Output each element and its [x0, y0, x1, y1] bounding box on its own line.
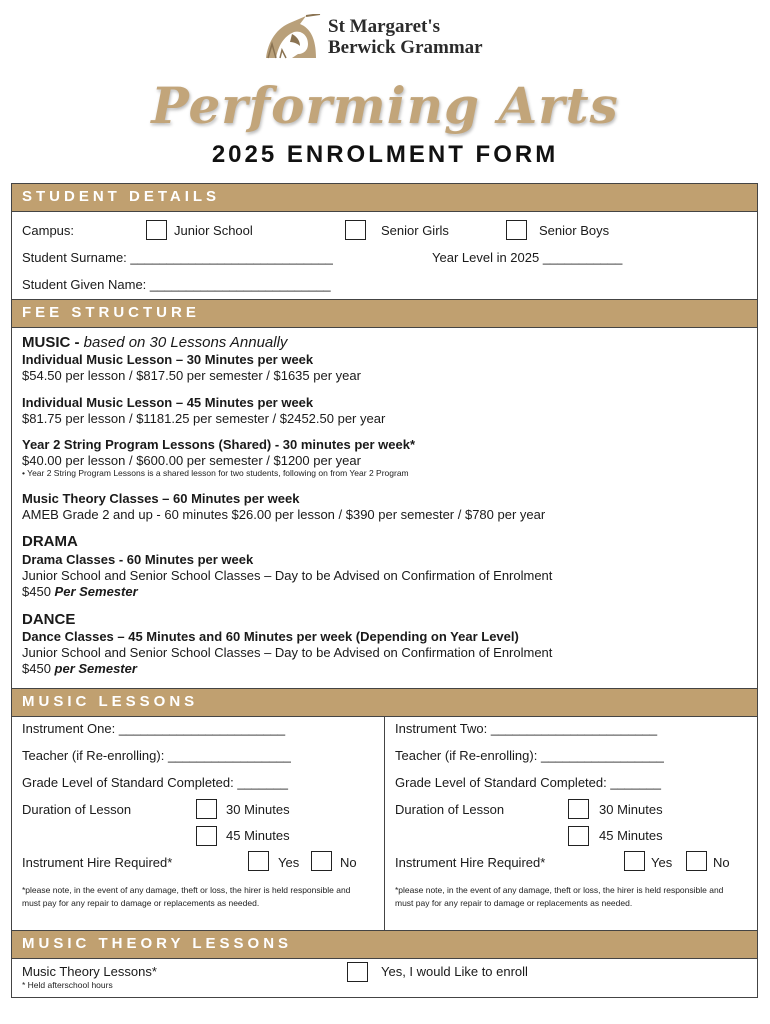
music-heading-sub: based on 30 Lessons Annually [83, 334, 288, 351]
column-divider [384, 716, 385, 931]
music-theory-header: MUSIC THEORY LESSONS [11, 930, 758, 959]
music-theory-enroll-checkbox[interactable] [347, 962, 368, 982]
dance-price-value: $450 [22, 661, 55, 676]
logo-line-2: Berwick Grammar [328, 37, 483, 58]
campus-label: Campus: [22, 223, 75, 238]
music-heading-text: MUSIC - [22, 334, 84, 351]
campus-junior-label: Junior School [174, 223, 253, 238]
fee-item-title: Individual Music Lesson – 30 Minutes per week [22, 352, 314, 367]
fee-item-note: • Year 2 String Program Lessons is a shared lesson for two students, following on from Year 2 Program [22, 468, 409, 478]
duration-two-45-checkbox[interactable] [568, 826, 589, 846]
duration-one-45-label: 45 Minutes [226, 828, 290, 843]
campus-senior-girls-label: Senior Girls [381, 223, 449, 238]
drama-price-suffix: Per Semester [54, 584, 138, 599]
fee-structure-header: FEE STRUCTURE [11, 299, 758, 328]
drama-price-value: $450 [22, 584, 55, 599]
hire-one-label: Instrument Hire Required* [22, 855, 173, 870]
hire-two-no-label: No [713, 855, 730, 870]
student-surname-field[interactable]: Student Surname: ____________________________ [22, 250, 333, 265]
instrument-one-field[interactable]: Instrument One: _______________________ [22, 721, 286, 736]
hire-one-yes-label: Yes [278, 855, 300, 870]
unicorn-crest-icon [262, 14, 322, 60]
dance-heading: DANCE [22, 611, 76, 628]
duration-two-30-checkbox[interactable] [568, 799, 589, 819]
campus-senior-girls-checkbox[interactable] [345, 220, 366, 240]
music-lessons-header: MUSIC LESSONS [11, 688, 758, 717]
grade-two-field[interactable]: Grade Level of Standard Completed: _______ [395, 775, 661, 790]
page-subtitle: 2025 ENROLMENT FORM [211, 141, 559, 168]
teacher-two-field[interactable]: Teacher (if Re-enrolling): _________________ [395, 748, 664, 763]
hire-two-no-checkbox[interactable] [686, 851, 707, 871]
music-theory-enroll-label: Yes, I would Like to enroll [381, 964, 528, 979]
duration-one-30-checkbox[interactable] [196, 799, 217, 819]
year-level-field[interactable]: Year Level in 2025 ___________ [432, 250, 623, 265]
dance-price-suffix: per Semester [54, 661, 137, 676]
hire-one-no-checkbox[interactable] [311, 851, 332, 871]
dance-detail: Junior School and Senior School Classes – Day to be Advised on Confirmation of Enrolment [22, 645, 553, 660]
fee-item-detail: AMEB Grade 2 and up - 60 minutes $26.00 per lesson / $390 per semester / $780 per year [22, 507, 546, 522]
fee-item-detail: $40.00 per lesson / $600.00 per semester / $1200 per year [22, 453, 361, 468]
duration-two-45-label: 45 Minutes [599, 828, 663, 843]
hire-two-yes-checkbox[interactable] [624, 851, 645, 871]
duration-one-label: Duration of Lesson [22, 802, 132, 817]
campus-junior-checkbox[interactable] [146, 220, 167, 240]
hire-two-label: Instrument Hire Required* [395, 855, 546, 870]
duration-two-label: Duration of Lesson [395, 802, 505, 817]
music-heading [22, 334, 287, 351]
duration-one-45-checkbox[interactable] [196, 826, 217, 846]
fee-item-detail: $54.50 per lesson / $817.50 per semester / $1635 per year [22, 368, 361, 383]
dance-title: Dance Classes – 45 Minutes and 60 Minutes per week (Depending on Year Level) [22, 629, 519, 644]
grade-one-field[interactable]: Grade Level of Standard Completed: _______ [22, 775, 288, 790]
drama-title: Drama Classes - 60 Minutes per week [22, 552, 254, 567]
fee-item-title: Music Theory Classes – 60 Minutes per week [22, 491, 300, 506]
hire-two-yes-label: Yes [651, 855, 673, 870]
instrument-two-field[interactable]: Instrument Two: _______________________ [395, 721, 658, 736]
music-theory-label: Music Theory Lessons* [22, 964, 157, 979]
student-given-name-field[interactable]: Student Given Name: _________________________ [22, 277, 331, 292]
drama-price [22, 584, 138, 599]
hire-one-no-label: No [340, 855, 357, 870]
teacher-one-field[interactable]: Teacher (if Re-enrolling): _________________ [22, 748, 291, 763]
duration-one-30-label: 30 Minutes [226, 802, 290, 817]
hire-two-note: *please note, in the event of any damage, theft or loss, the hirer is held responsible and must pay for any repair to damage or replacements as needed. [395, 885, 724, 908]
hire-one-note: *please note, in the event of any damage, theft or loss, the hirer is held responsible and must pay for any repair to damage or replacements as needed. [22, 885, 351, 908]
fee-item-detail: $81.75 per lesson / $1181.25 per semester / $2452.50 per year [22, 411, 386, 426]
logo-line-1: St Margaret's [328, 16, 441, 37]
music-theory-note: * Held afterschool hours [22, 980, 113, 990]
school-logo [262, 14, 522, 64]
page-title: Performing Arts [151, 76, 619, 135]
dance-price [22, 661, 137, 676]
hire-one-yes-checkbox[interactable] [248, 851, 269, 871]
drama-detail: Junior School and Senior School Classes – Day to be Advised on Confirmation of Enrolment [22, 568, 553, 583]
duration-two-30-label: 30 Minutes [599, 802, 663, 817]
student-details-header: STUDENT DETAILS [11, 183, 758, 212]
fee-item-title: Individual Music Lesson – 45 Minutes per week [22, 395, 314, 410]
drama-heading: DRAMA [22, 533, 78, 550]
campus-senior-boys-label: Senior Boys [539, 223, 610, 238]
fee-item-title: Year 2 String Program Lessons (Shared) - 30 minutes per week* [22, 437, 416, 452]
campus-senior-boys-checkbox[interactable] [506, 220, 527, 240]
